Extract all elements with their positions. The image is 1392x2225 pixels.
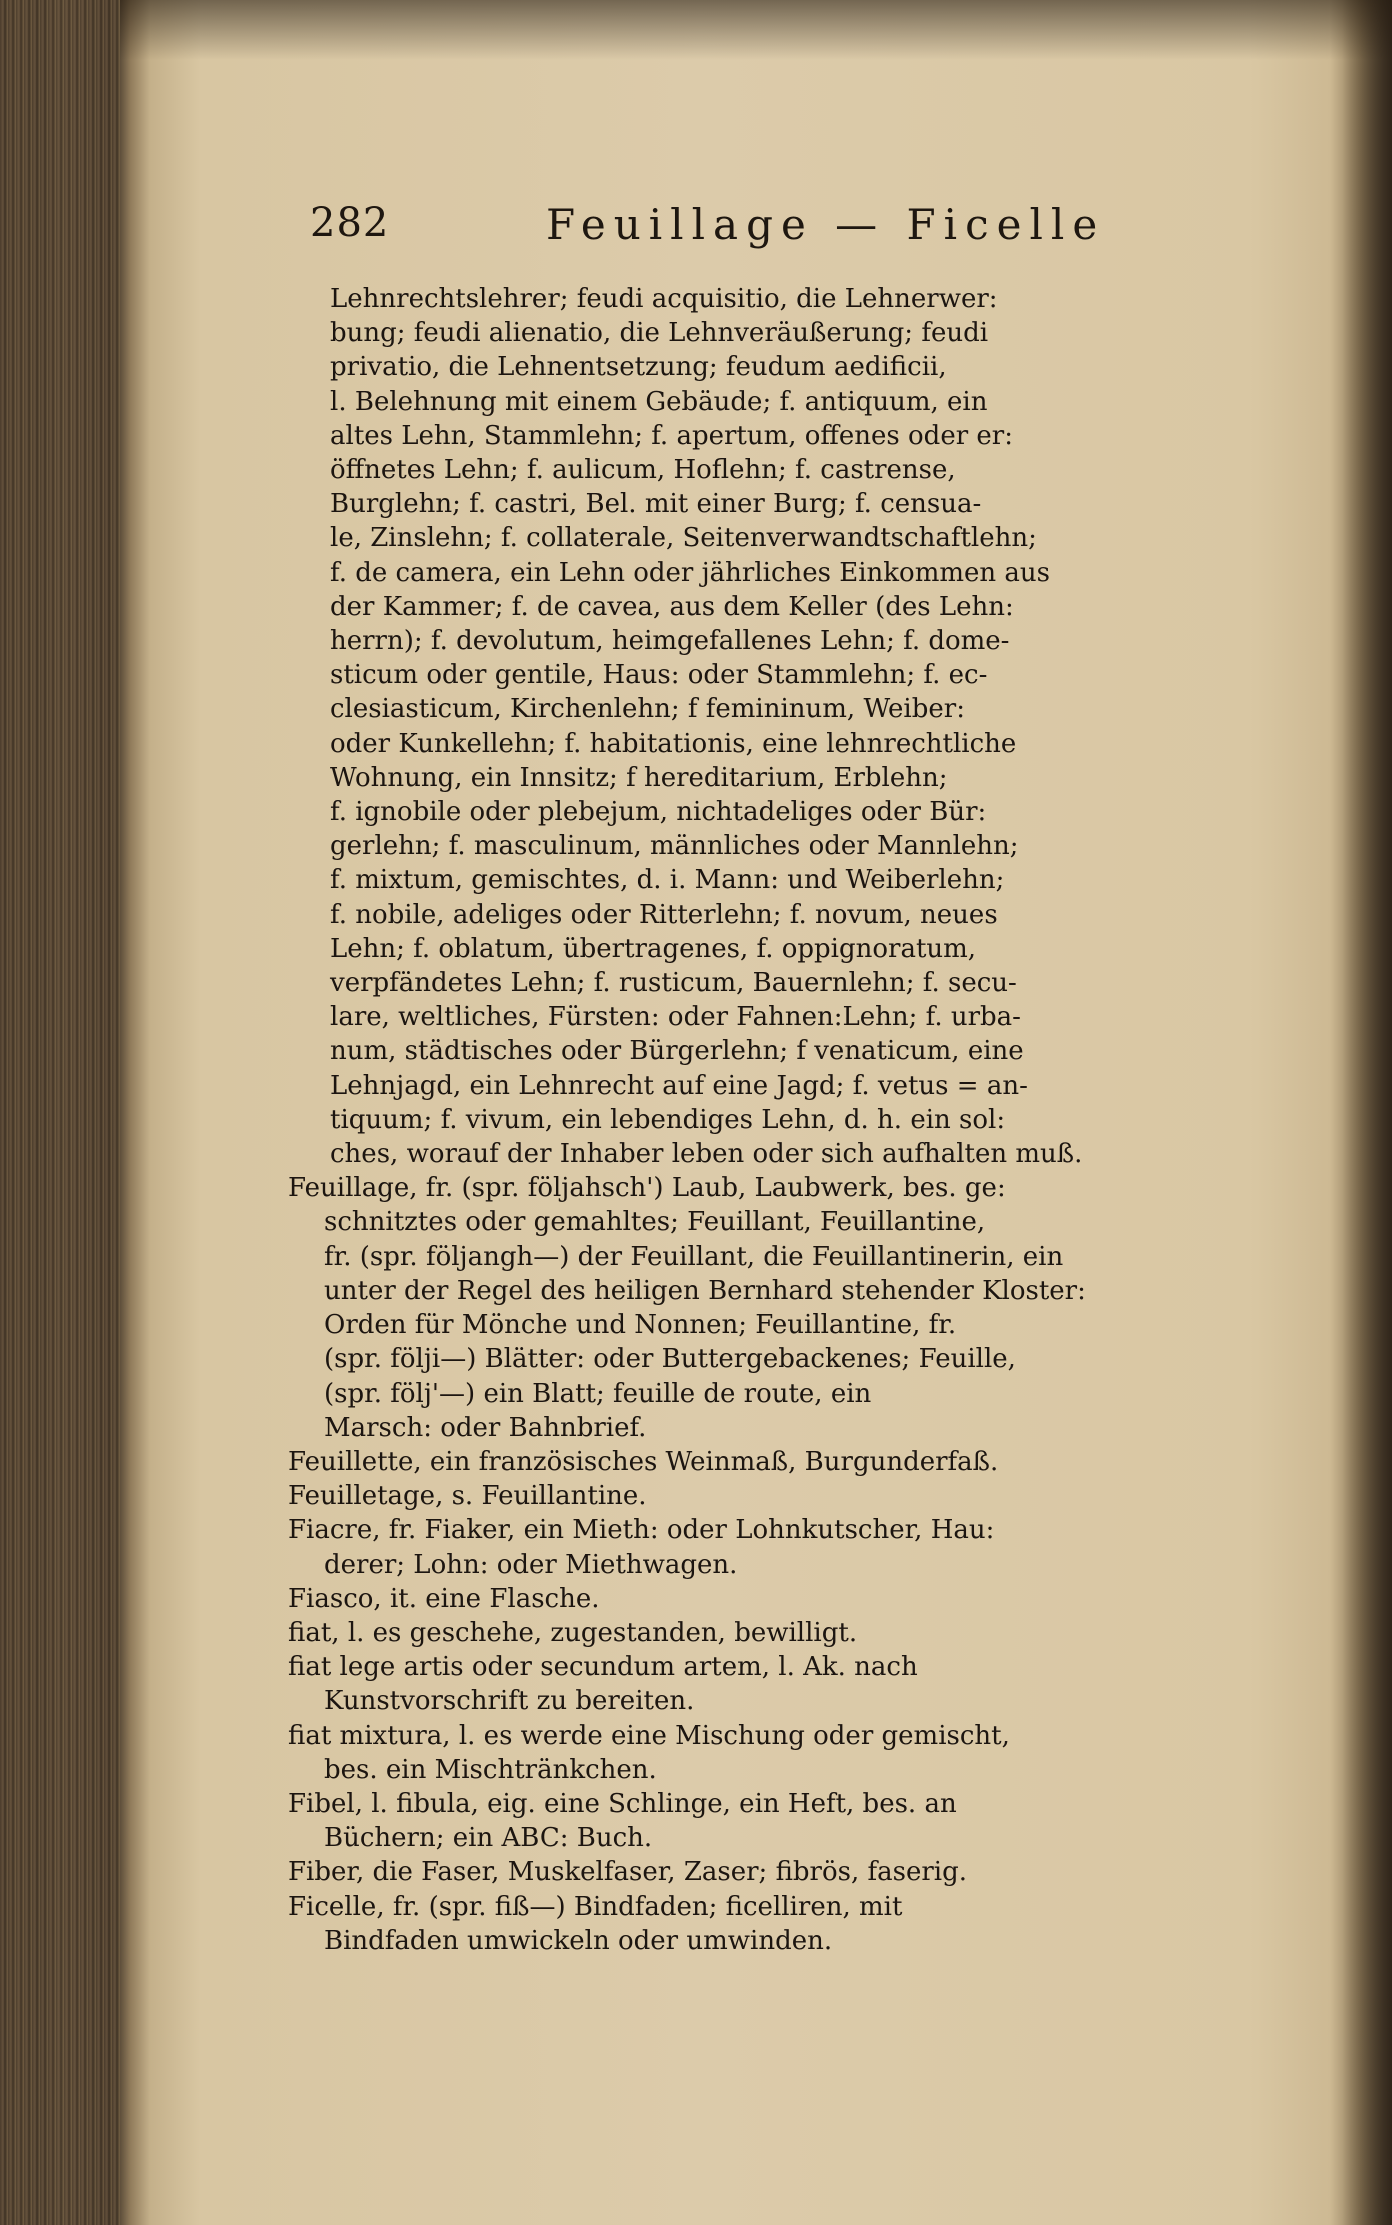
text-line: Orden für Mönche und Nonnen; Feuillantine, fr.	[324, 1310, 957, 1341]
text-line: sticum oder gentile, Haus: oder Stammlehn; f. ec-	[330, 660, 988, 691]
text-line: ches, worauf der Inhaber leben oder sich aufhalten muß.	[330, 1139, 1083, 1170]
text-line: num, städtisches oder Bürgerlehn; f venaticum, eine	[330, 1036, 1024, 1067]
text-line: Burglehn; f. castri, Bel. mit einer Burg; f. censua-	[330, 489, 982, 520]
text-line: verpfändetes Lehn; f. rusticum, Bauernlehn; f. secu-	[330, 968, 1017, 999]
text-line: Bindfaden umwickeln oder umwinden.	[324, 1925, 833, 1956]
text-line: Büchern; ein ABC: Buch.	[324, 1823, 653, 1854]
text-line: Feuillette, ein französisches Weinmaß, Burgunderfaß.	[288, 1446, 999, 1477]
running-head: Feuillage — Ficelle	[546, 200, 1106, 249]
text-line: Fiber, die Faser, Muskelfaser, Zaser; fibrös, faserig.	[288, 1857, 968, 1888]
text-line: Marsch: oder Bahnbrief.	[324, 1412, 647, 1443]
text-line: (spr. följ'—) ein Blatt; feuille de route, ein	[324, 1378, 872, 1409]
text-line: lare, weltliches, Fürsten: oder Fahnen:Lehn; f. urba-	[330, 1002, 1021, 1033]
text-line: Fiacre, fr. Fiaker, ein Mieth: oder Lohnkutscher, Hau:	[288, 1515, 995, 1546]
text-line: Feuillage, fr. (spr. följahsch') Laub, Laubwerk, bes. ge:	[288, 1173, 1006, 1204]
text-line: Ficelle, fr. (spr. fiß—) Bindfaden; ficelliren, mit	[288, 1891, 903, 1922]
text-line: fiat, l. es geschehe, zugestanden, bewilligt.	[288, 1617, 858, 1648]
text-line: Feuilletage, s. Feuillantine.	[288, 1481, 647, 1512]
text-line: Fibel, l. fibula, eig. eine Schlinge, ein Heft, bes. an	[288, 1788, 957, 1819]
text-line: Wohnung, ein Innsitz; f hereditarium, Erblehn;	[330, 762, 948, 793]
text-line: öffnetes Lehn; f. aulicum, Hoflehn; f. castrense,	[330, 455, 956, 486]
text-line: fiat mixtura, l. es werde eine Mischung oder gemischt,	[288, 1720, 1010, 1751]
gutter-shadow	[1342, 0, 1392, 2225]
text-line: gerlehn; f. masculinum, männliches oder Mannlehn;	[330, 831, 1019, 862]
text-line: bung; feudi alienatio, die Lehnveräußerung; feudi	[330, 318, 989, 349]
text-line: fr. (spr. följangh—) der Feuillant, die Feuillantinerin, ein	[324, 1241, 1064, 1272]
text-line: Fiasco, it. eine Flasche.	[288, 1583, 600, 1614]
text-line: herrn); f. devolutum, heimgefallenes Lehn; f. dome-	[330, 626, 1010, 657]
text-line: f. nobile, adeliges oder Ritterlehn; f. novum, neues	[330, 899, 998, 930]
text-line: fiat lege artis oder secundum artem, l. Ak. nach	[288, 1652, 918, 1683]
text-line: f. ignobile oder plebejum, nichtadeliges oder Bür:	[330, 797, 987, 828]
text-line: tiquum; f. vivum, ein lebendiges Lehn, d. h. ein sol:	[330, 1104, 1006, 1135]
text-line: altes Lehn, Stammlehn; f. apertum, offenes oder er:	[330, 420, 1013, 451]
text-line: Lehnrechtslehrer; feudi acquisitio, die Lehnerwer:	[330, 284, 998, 314]
text-line: der Kammer; f. de cavea, aus dem Keller (des Lehn:	[330, 591, 1014, 622]
text-line: Lehn; f. oblatum, übertragenes, f. oppignoratum,	[330, 933, 977, 964]
page-edges	[0, 0, 120, 2225]
text-line: privatio, die Lehnentsetzung; feudum aedificii,	[330, 352, 947, 383]
dictionary-text	[288, 282, 1263, 1958]
page-number: 282	[310, 200, 390, 246]
text-line: derer; Lohn: oder Miethwagen.	[324, 1549, 738, 1580]
text-line: f. mixtum, gemischtes, d. i. Mann: und Weiberlehn;	[330, 865, 1005, 896]
text-line: bes. ein Mischtränkchen.	[324, 1754, 657, 1785]
text-line: f. de camera, ein Lehn oder jährliches Einkommen aus	[330, 557, 1050, 588]
text-line: Lehnjagd, ein Lehnrecht auf eine Jagd; f. vetus = an-	[330, 1070, 1028, 1101]
text-line: Kunstvorschrift zu bereiten.	[324, 1686, 695, 1717]
text-line: schnitztes oder gemahltes; Feuillant, Feuillantine,	[324, 1207, 986, 1238]
text-line: clesiasticum, Kirchenlehn; f femininum, Weiber:	[330, 694, 965, 725]
page-header	[310, 200, 1210, 260]
text-line: (spr. följi—) Blätter: oder Buttergebackenes; Feuille,	[324, 1344, 1016, 1375]
text-line: le, Zinslehn; f. collaterale, Seitenverwandtschaftlehn;	[330, 523, 1037, 554]
text-line: unter der Regel des heiligen Bernhard stehender Kloster:	[324, 1275, 1086, 1306]
text-line: oder Kunkellehn; f. habitationis, eine lehnrechtliche	[330, 728, 1017, 759]
text-line: l. Belehnung mit einem Gebäude; f. antiquum, ein	[330, 386, 988, 417]
top-shadow	[120, 0, 1392, 60]
